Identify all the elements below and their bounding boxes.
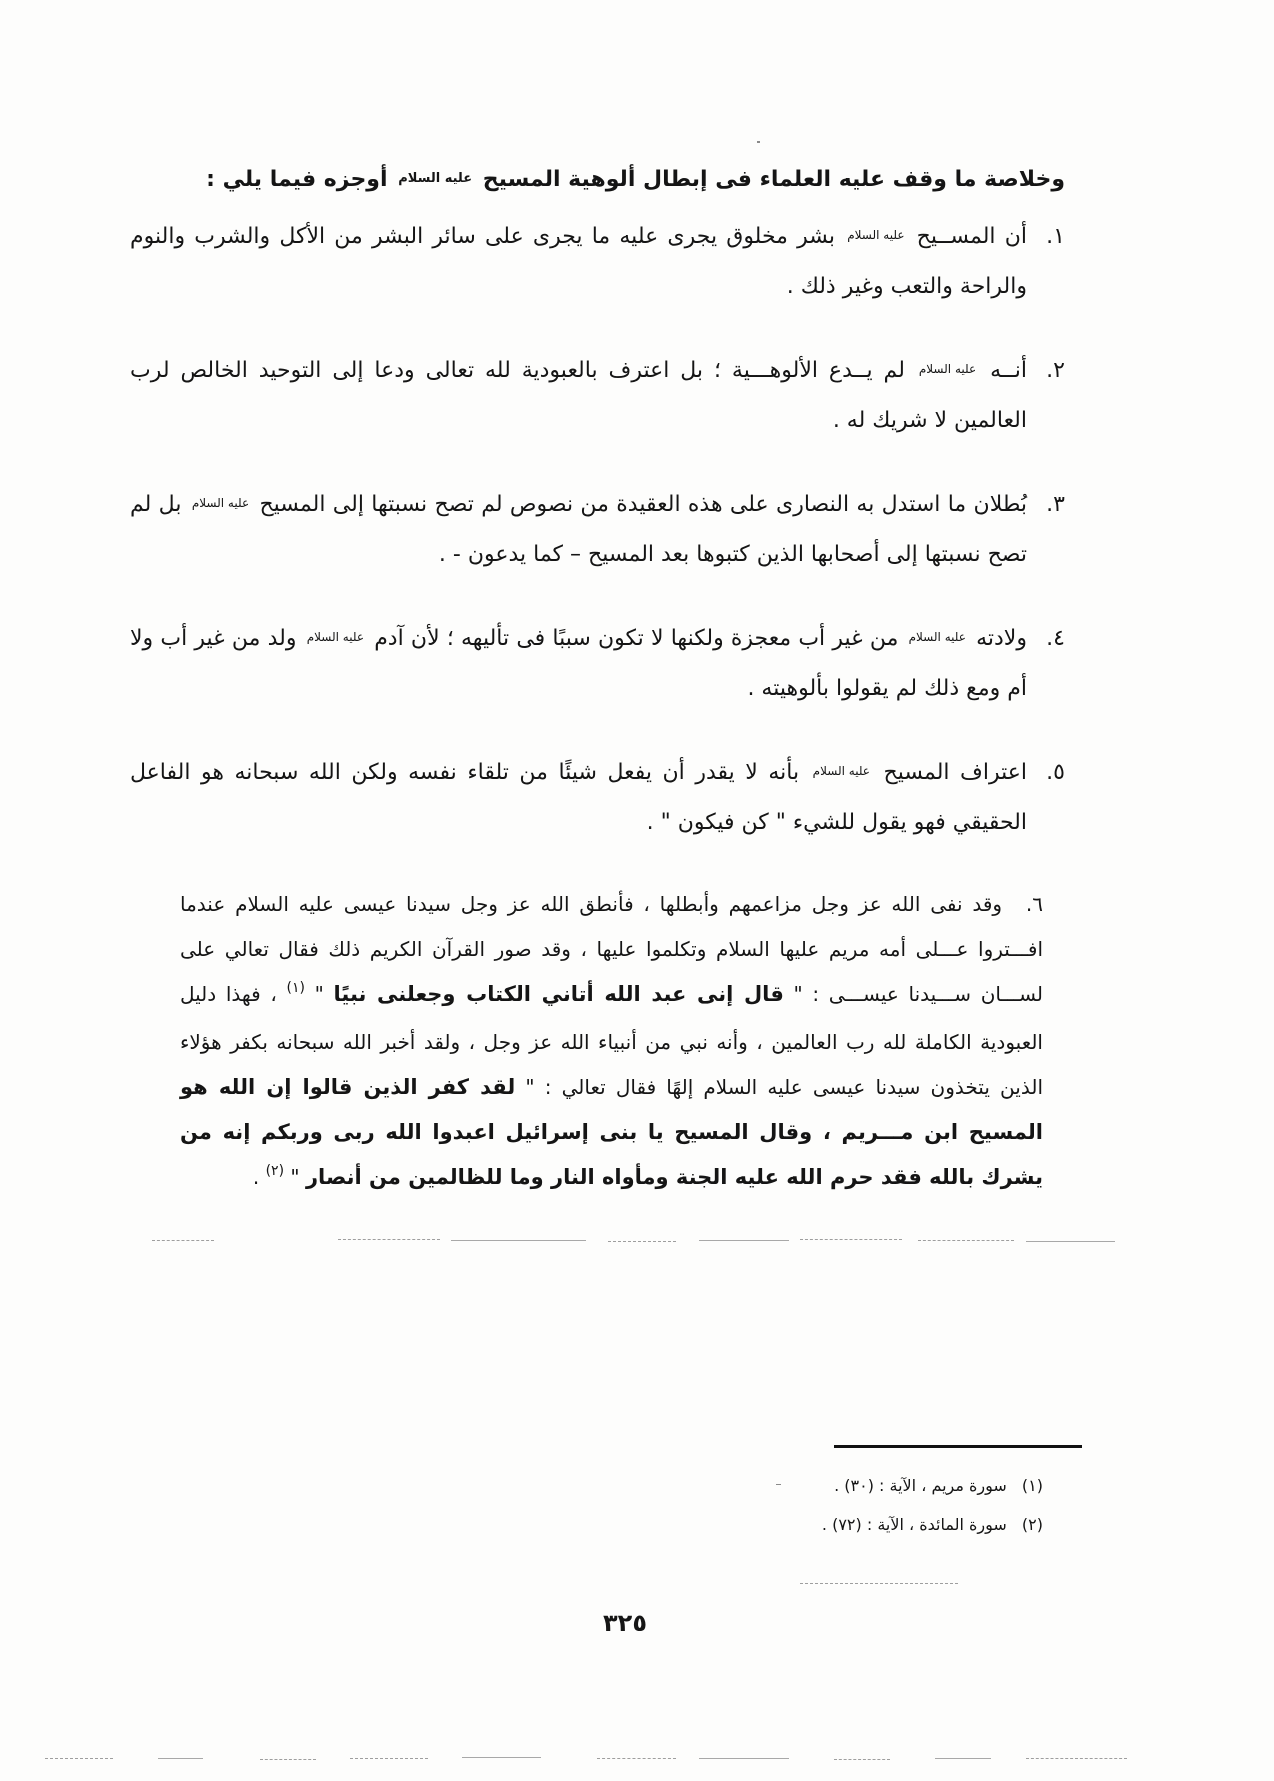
point-text-part: بأنه لا يقدر أن يفعل شيئًا من تلقاء نفسه ولكن الله سبحانه هو الفاعل الحقيقي فهو يقول للشيء " كن فيكون " . [130, 760, 1027, 835]
footnote-1 [623, 1466, 1043, 1505]
scan-line-artifact [699, 1240, 789, 1241]
scan-line-artifact [597, 1758, 676, 1759]
scan-line-artifact [800, 1239, 902, 1240]
point-text [130, 346, 1027, 446]
honorific-ligature: عليه السلام [847, 228, 905, 242]
point-text [130, 480, 1027, 580]
summary-point-6 [180, 882, 1043, 1203]
point-text-part: أن المســيح [916, 224, 1027, 249]
scan-line-artifact [1026, 1241, 1115, 1242]
point-number: ٢. [1046, 358, 1065, 383]
honorific-ligature: عليه السلام [908, 630, 966, 644]
scan-line-artifact [158, 1758, 203, 1759]
point-text-part: ولد من غير أب ولا أم ومع ذلك لم يقولوا بألوهيته . [130, 626, 1027, 701]
scan-line-artifact [699, 1758, 789, 1759]
scan-line-artifact [834, 1759, 890, 1760]
footnote-2 [623, 1505, 1043, 1544]
point-text-part: اعتراف المسيح [883, 760, 1027, 785]
paragraph-text: ، فهذا دليل العبودية الكاملة لله رب العالمين ، وأنه نبي من أنبياء الله عز وجل ، ولقد أخبر الله سبحانه بكفر هؤلاء الذين يتخذون سيدنا عيسى عليه السلام إلهًا فقال تعالي : " [180, 982, 1043, 1099]
footnote-text: سورة مريم ، الآية : (٣٠) . [834, 1476, 1007, 1495]
footnotes [623, 1466, 1043, 1544]
point-text-part: من غير أب معجزة ولكنها لا تكون سببًا فى تأليهه ؛ لأن آدم [374, 626, 899, 651]
point-text [130, 748, 1027, 848]
scan-line-artifact [462, 1757, 541, 1758]
summary-point-3 [130, 480, 1065, 580]
point-number: ١. [1046, 224, 1065, 249]
page-number: ٣٢٥ [603, 1609, 647, 1637]
section-heading [130, 155, 1065, 205]
footnote-reference: (٢) [265, 1163, 285, 1179]
scan-line-artifact [918, 1240, 1014, 1241]
point-text [130, 614, 1027, 714]
summary-point-1 [130, 212, 1065, 312]
scan-speck-artifact [757, 141, 760, 143]
point-number: ٦. [1025, 892, 1043, 916]
scan-line-artifact [260, 1759, 316, 1760]
footnote-separator [834, 1445, 1082, 1448]
point-number: ٤. [1046, 626, 1065, 651]
honorific-ligature: عليه السلام [398, 171, 473, 186]
heading-text-start: وخلاصة ما وقف عليه العلماء فى إبطال ألوهية المسيح [482, 167, 1065, 192]
point-number: ٥. [1046, 760, 1065, 785]
summary-point-4 [130, 614, 1065, 714]
footnote-reference: (١) [286, 980, 305, 996]
main-text [130, 155, 1065, 1203]
point-text-part: بل لم تصح نسبتها إلى أصحابها الذين كتبوها بعد المسيح – كما يدعون - . [130, 492, 1027, 567]
honorific-ligature: عليه السلام [918, 362, 977, 376]
scan-line-artifact [800, 1583, 958, 1584]
honorific-ligature: عليه السلام [191, 496, 250, 510]
point-number: ٣. [1046, 492, 1065, 517]
point-text-part: أنــه [990, 358, 1027, 383]
scan-line-artifact [935, 1758, 991, 1759]
point-text-part: ولادته [976, 626, 1027, 651]
honorific-ligature: عليه السلام [812, 764, 870, 778]
scan-speck-artifact [776, 1484, 781, 1485]
summary-points-list [130, 212, 1065, 848]
point-text-part: بُطلان ما استدل به النصارى على هذه العقيدة من نصوص لم تصح نسبتها إلى المسيح [259, 492, 1027, 517]
quran-quote: لقد كفر الذين قالوا إن الله هو المسيح ابن مـــريم ، وقال المسيح يا بنى إسرائيل اعبدوا الله ربى وربكم إنه من يشرك بالله فقد حرم الله عليه الجنة ومأواه النار وما للظالمين من أنصار [180, 1075, 1043, 1189]
scan-line-artifact [608, 1241, 676, 1242]
scan-line-artifact [152, 1240, 214, 1241]
summary-point-2 [130, 346, 1065, 446]
quran-quote: قال إنى عبد الله أتاني الكتاب وجعلنى نبيًا [333, 982, 784, 1006]
scan-line-artifact [338, 1239, 440, 1240]
footnote-text: سورة المائدة ، الآية : (٧٢) . [821, 1515, 1007, 1534]
footnote-marker: (١) [1021, 1476, 1043, 1495]
point-text-part: بشر مخلوق يجرى عليه ما يجرى على سائر البشر من الأكل والشرب والنوم والراحة والتعب وغير ذلك . [130, 224, 1027, 299]
paragraph-text: وقد نفى الله عز وجل مزاعمهم وأبطلها ، فأنطق الله عز وجل سيدنا عيسى عليه السلام عندما افـــتروا عـــلى أمه مريم عليها السلام وتكلموا عليها ، وقد صور القرآن الكريم ذلك فقال تعالي على لســـان ســـيدنا عيســـى : " [180, 892, 1044, 1006]
scan-line-artifact [1026, 1758, 1127, 1759]
paragraph-text: " [290, 1165, 300, 1189]
paragraph-text: " [314, 982, 324, 1006]
honorific-ligature: عليه السلام [306, 630, 364, 644]
heading-text-end: أوجزه فيما يلي : [206, 167, 388, 192]
summary-point-5 [130, 748, 1065, 848]
footnote-marker: (٢) [1021, 1515, 1043, 1534]
scan-line-artifact [45, 1758, 113, 1759]
paragraph-text: . [252, 1165, 260, 1189]
scan-line-artifact [451, 1240, 586, 1241]
point-text-part: لم يــدع الألوهـــية ؛ بل اعترف بالعبودية لله تعالى ودعا إلى التوحيد الخالص لرب العالمين لا شريك له . [130, 358, 1027, 433]
point-text [130, 212, 1027, 312]
scan-line-artifact [350, 1758, 428, 1759]
